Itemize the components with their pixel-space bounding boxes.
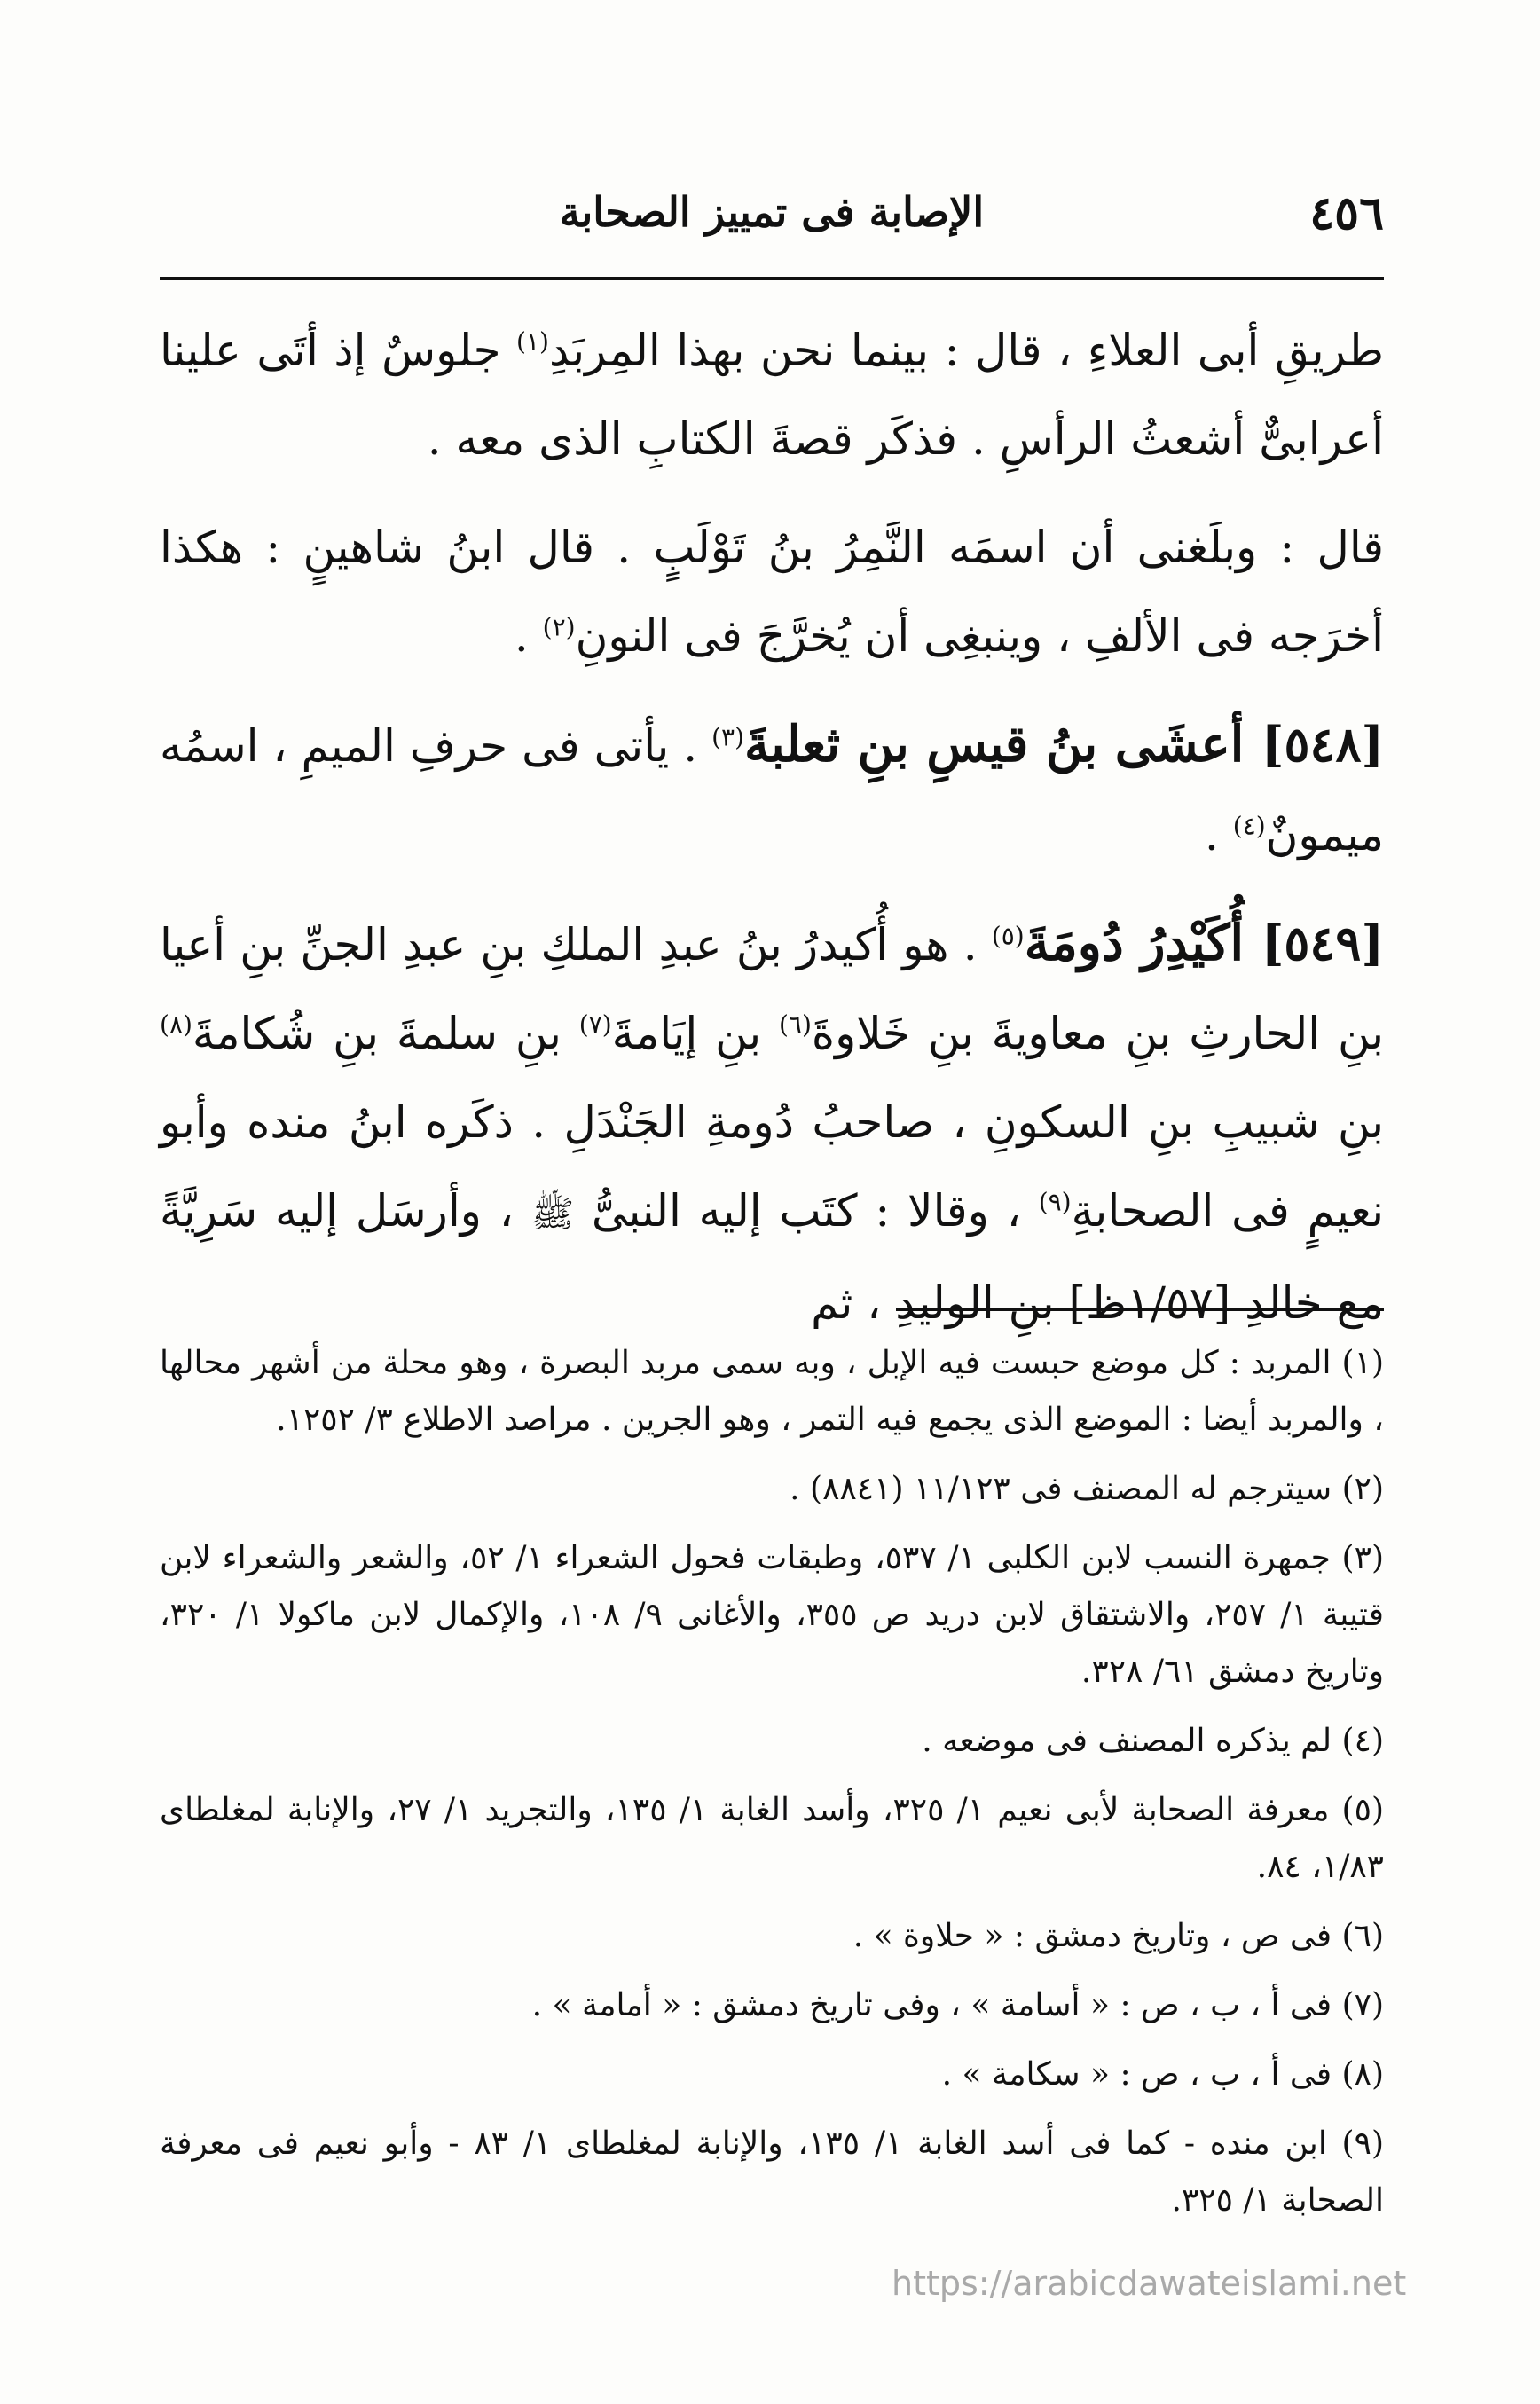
- footnote-9: (٩) ابن منده - كما فى أسد الغابة ١/ ١٣٥، والإنابة لمغلطاى ١/ ٨٣ - وأبو نعيم فى معرفة الصحابة ١/ ٣٢٥.: [160, 2125, 1384, 2219]
- entry-549-text-f: ، وأرسَل إليه سَرِيَّةً مع خالدِ [١/٥٧ظ] بنِ الوليدِ ، ثم: [160, 1185, 1384, 1329]
- paragraph-1-text-a: طريقِ أبى العلاءِ ، قال : بينما نحن بهذا المِربَدِ: [548, 325, 1384, 376]
- footnote-8: (٨) فى أ ، ب ، ص : « سكامة » .: [941, 2056, 1384, 2093]
- page-header: [160, 169, 1384, 257]
- entry-548: [160, 700, 1384, 879]
- footnote-3: (٣) جمهرة النسب لابن الكلبى ١/ ٥٣٧، وطبقات فحول الشعراء ١/ ٥٢، والشعر والشعراء لابن قتيبة ١/ ٢٥٧، والاشتقاق لابن دريد ص ٣٥٥، والأغانى ٩/ ١٠٨، والإكمال لابن ماكولا ١/ ٣٢٠، وتاريخ دمشق ٦١/ ٣٢٨.: [160, 1540, 1385, 1690]
- running-title: الإصابة فى تمييز الصحابة: [559, 188, 985, 236]
- footnote-1: (١) المربد : كل موضع حبست فيه الإبل ، وبه سمى مربد البصرة ، وهو محلة من أشهر محالها ، والمربد أيضا : الموضع الذى يجمع فيه التمر ، وهو الجرين . مراصد الاطلاع ٣/ ١٢٥٢.: [160, 1345, 1384, 1438]
- footnote-4: (٤) لم يذكره المصنف فى موضعه .: [922, 1723, 1384, 1759]
- footnote-ref-6[interactable]: (٦): [778, 1010, 812, 1040]
- footnote-2: (٢) سيترجم له المصنف فى ١١/١٢٣ (٨٨٤١) .: [790, 1471, 1384, 1507]
- footnotes: [160, 1335, 1384, 2242]
- salla-allahu-glyph: ﷺ: [530, 1194, 575, 1235]
- entry-548-text-a: . يأتى فى حرفِ الميمِ ، اسمُه ميمونٌ: [160, 720, 1384, 860]
- page-number: ٤٥٦: [1309, 186, 1384, 240]
- paragraph-2-text-a: قال : وبلَغنى أن اسمَه النَّمِرُ بنُ تَوْلَبٍ . قال ابنُ شاهينٍ : هكذا أخرَجه فى الألفِ ، وينبغِى أن يُخرَّجَ فى النونِ: [160, 522, 1384, 662]
- footnote-ref-5[interactable]: (٥): [991, 921, 1025, 951]
- footnote-ref-1[interactable]: (١): [516, 326, 549, 357]
- footnote-rule: [896, 1308, 1384, 1311]
- footnote-6: (٦) فى ص ، وتاريخ دمشق : « حلاوة » .: [852, 1918, 1384, 1954]
- header-rule: [160, 277, 1384, 280]
- entry-549-text-c: بنِ سلمةَ بنِ شُكامةَ: [192, 1008, 579, 1059]
- footnote-ref-9[interactable]: (٩): [1038, 1187, 1072, 1217]
- entry-549-number: [٥٤٩]: [1261, 915, 1384, 971]
- paragraph-2-text-b: .: [514, 610, 543, 662]
- entry-549-text-b: بنِ إيَامةَ: [611, 1008, 779, 1059]
- footnote-ref-4[interactable]: (٤): [1232, 811, 1266, 841]
- entry-549-text-e: ، وقالا : كتَب إليه النبىُّ: [574, 1185, 1039, 1237]
- footnote-5: (٥) معرفة الصحابة لأبى نعيم ١/ ٣٢٥، وأسد الغابة ١/ ١٣٥، والتجريد ١/ ٢٧، والإنابة لمغلطاى ١/٨٣، ٨٤.: [160, 1792, 1384, 1885]
- main-text: [160, 306, 1384, 1367]
- footnote-ref-8[interactable]: (٨): [160, 1010, 192, 1040]
- footnote-ref-7[interactable]: (٧): [578, 1010, 612, 1040]
- entry-549-text-a: . هو أُكيدرُ بنُ عبدِ الملكِ بنِ عبدِ الجنِّ بنِ أعيا بنِ الحارثِ بنِ معاويةَ بنِ خَلاوةَ: [160, 919, 1384, 1059]
- footnote-ref-3[interactable]: (٣): [711, 722, 745, 752]
- paragraph-1: [160, 306, 1384, 483]
- entry-548-name: أعشَى بنُ قيسِ بنِ ثعلبةَ: [744, 715, 1261, 774]
- footnote-7: (٧) فى أ ، ب ، ص : « أسامة » ، وفى تاريخ دمشق : « أمامة » .: [531, 1987, 1384, 2023]
- footnote-ref-2[interactable]: (٢): [542, 612, 576, 642]
- watermark-url: https://arabicdawateislami.net: [892, 2264, 1407, 2303]
- entry-548-number: [٥٤٨]: [1261, 716, 1385, 773]
- paragraph-2: [160, 503, 1384, 680]
- paragraph-1-text-b: جلوسٌ إذ أتَى علينا أعرابىٌّ أشعثُ الرأسِ . فذكَر قصةَ الكتابِ الذى معه .: [160, 325, 1384, 465]
- entry-549-text-d: بنِ شبيبِ بنِ السكونِ ، صاحبُ دُومةِ الجَنْدَلِ . ذكَره ابنُ منده وأبو نعيمٍ فى الصحابةِ: [160, 1096, 1384, 1237]
- entry-549-name: أُكَيْدِرُ دُومَةَ: [1024, 914, 1261, 972]
- entry-548-text-b: .: [1204, 809, 1233, 860]
- entry-549: [160, 899, 1384, 1347]
